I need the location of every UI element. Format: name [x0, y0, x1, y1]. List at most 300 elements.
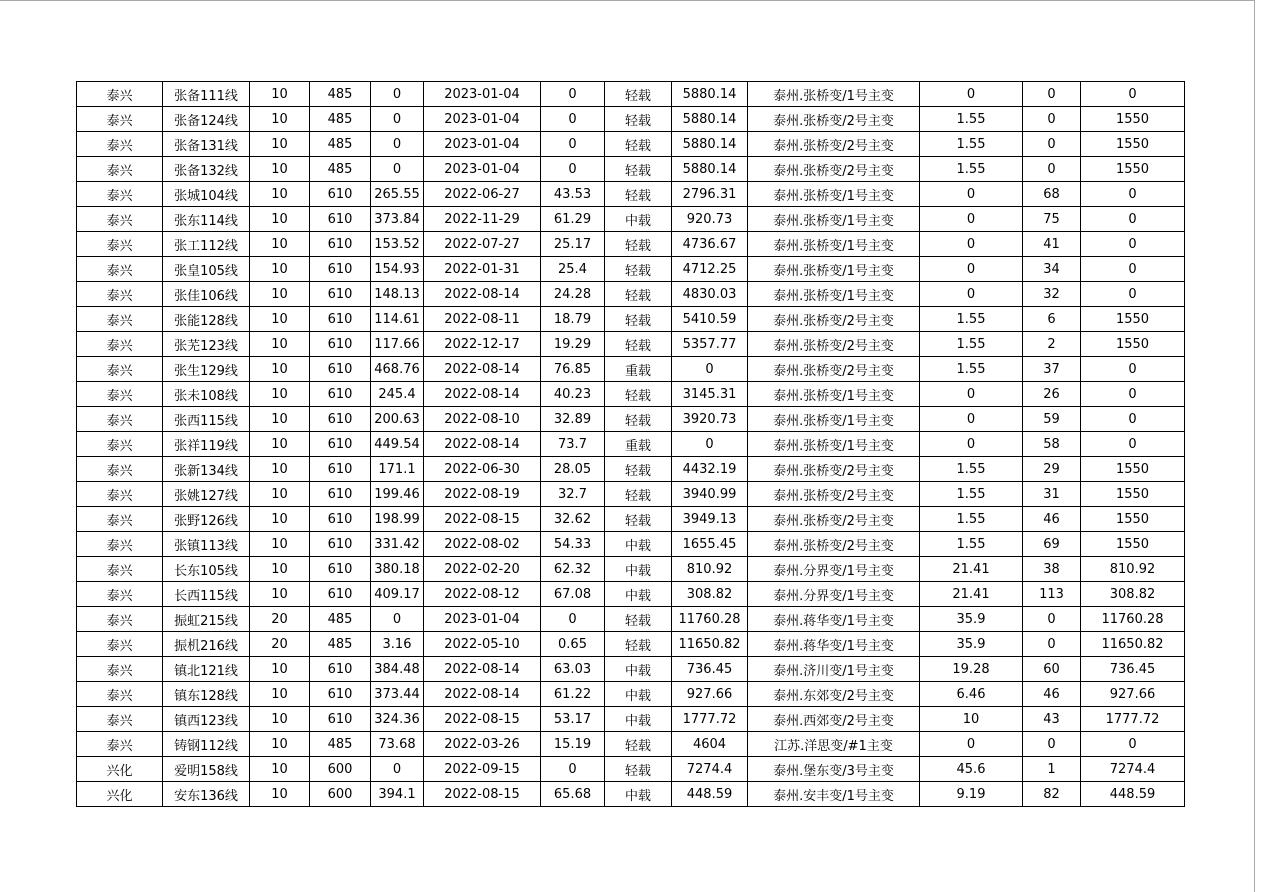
transformer-value-cell: 0 — [920, 82, 1023, 107]
load-rate-cell: 18.79 — [541, 307, 605, 332]
date-cell: 2023-01-04 — [424, 157, 541, 182]
final-value-cell: 1550 — [1081, 107, 1185, 132]
transformer-cell: 泰州.张桥变/1号主变 — [748, 232, 920, 257]
count-cell: 29 — [1023, 457, 1081, 482]
line-name-cell: 张未108线 — [163, 382, 250, 407]
load-rate-cell: 28.05 — [541, 457, 605, 482]
rated-current-cell: 610 — [310, 482, 371, 507]
city-cell: 泰兴 — [77, 482, 163, 507]
count-cell: 0 — [1023, 607, 1081, 632]
voltage-cell: 10 — [250, 707, 310, 732]
line-name-cell: 镇北121线 — [163, 657, 250, 682]
available-capacity-cell: 3145.31 — [672, 382, 748, 407]
final-value-cell: 0 — [1081, 407, 1185, 432]
load-rate-cell: 32.89 — [541, 407, 605, 432]
load-status-cell: 轻载 — [605, 132, 672, 157]
count-cell: 0 — [1023, 632, 1081, 657]
transformer-cell: 泰州.张桥变/1号主变 — [748, 207, 920, 232]
transformer-value-cell: 19.28 — [920, 657, 1023, 682]
city-cell: 泰兴 — [77, 432, 163, 457]
voltage-cell: 10 — [250, 107, 310, 132]
available-capacity-cell: 5880.14 — [672, 82, 748, 107]
load-status-cell: 轻载 — [605, 107, 672, 132]
line-name-cell: 张镇113线 — [163, 532, 250, 557]
voltage-cell: 10 — [250, 757, 310, 782]
available-capacity-cell: 3949.13 — [672, 507, 748, 532]
voltage-cell: 10 — [250, 732, 310, 757]
date-cell: 2022-08-14 — [424, 682, 541, 707]
city-cell: 泰兴 — [77, 157, 163, 182]
final-value-cell: 0 — [1081, 382, 1185, 407]
transformer-value-cell: 1.55 — [920, 332, 1023, 357]
available-capacity-cell: 11650.82 — [672, 632, 748, 657]
final-value-cell: 0 — [1081, 232, 1185, 257]
transformer-cell: 泰州.张桥变/2号主变 — [748, 482, 920, 507]
date-cell: 2022-08-14 — [424, 282, 541, 307]
date-cell: 2023-01-04 — [424, 107, 541, 132]
date-cell: 2022-08-14 — [424, 432, 541, 457]
load-status-cell: 轻载 — [605, 732, 672, 757]
voltage-cell: 10 — [250, 482, 310, 507]
count-cell: 0 — [1023, 157, 1081, 182]
date-cell: 2023-01-04 — [424, 607, 541, 632]
max-current-cell: 373.44 — [371, 682, 424, 707]
transformer-cell: 泰州.张桥变/1号主变 — [748, 182, 920, 207]
rated-current-cell: 485 — [310, 607, 371, 632]
city-cell: 泰兴 — [77, 182, 163, 207]
load-status-cell: 重载 — [605, 357, 672, 382]
voltage-cell: 10 — [250, 457, 310, 482]
voltage-cell: 10 — [250, 407, 310, 432]
transformer-cell: 泰州.张桥变/1号主变 — [748, 432, 920, 457]
table-row — [77, 457, 1185, 482]
max-current-cell: 73.68 — [371, 732, 424, 757]
final-value-cell: 1550 — [1081, 157, 1185, 182]
table-row — [77, 407, 1185, 432]
table-row — [77, 157, 1185, 182]
final-value-cell: 1550 — [1081, 332, 1185, 357]
line-name-cell: 张备132线 — [163, 157, 250, 182]
transformer-value-cell: 1.55 — [920, 482, 1023, 507]
transformer-value-cell: 0 — [920, 257, 1023, 282]
count-cell: 0 — [1023, 82, 1081, 107]
count-cell: 60 — [1023, 657, 1081, 682]
available-capacity-cell: 11760.28 — [672, 607, 748, 632]
transformer-cell: 泰州.张桥变/2号主变 — [748, 132, 920, 157]
table-row — [77, 182, 1185, 207]
table-row — [77, 707, 1185, 732]
count-cell: 0 — [1023, 107, 1081, 132]
date-cell: 2022-08-14 — [424, 382, 541, 407]
final-value-cell: 308.82 — [1081, 582, 1185, 607]
available-capacity-cell: 4432.19 — [672, 457, 748, 482]
transformer-cell: 泰州.安丰变/1号主变 — [748, 782, 920, 807]
available-capacity-cell: 1655.45 — [672, 532, 748, 557]
transformer-cell: 泰州.堡东变/3号主变 — [748, 757, 920, 782]
date-cell: 2022-08-02 — [424, 532, 541, 557]
load-status-cell: 中载 — [605, 707, 672, 732]
city-cell: 泰兴 — [77, 307, 163, 332]
rated-current-cell: 610 — [310, 307, 371, 332]
table-row — [77, 332, 1185, 357]
date-cell: 2022-12-17 — [424, 332, 541, 357]
available-capacity-cell: 4604 — [672, 732, 748, 757]
max-current-cell: 0 — [371, 82, 424, 107]
city-cell: 泰兴 — [77, 107, 163, 132]
final-value-cell: 0 — [1081, 732, 1185, 757]
max-current-cell: 468.76 — [371, 357, 424, 382]
count-cell: 38 — [1023, 557, 1081, 582]
rated-current-cell: 610 — [310, 207, 371, 232]
voltage-cell: 10 — [250, 182, 310, 207]
line-name-cell: 长西115线 — [163, 582, 250, 607]
count-cell: 46 — [1023, 682, 1081, 707]
transformer-value-cell: 6.46 — [920, 682, 1023, 707]
count-cell: 82 — [1023, 782, 1081, 807]
load-status-cell: 轻载 — [605, 632, 672, 657]
line-name-cell: 张能128线 — [163, 307, 250, 332]
load-rate-cell: 54.33 — [541, 532, 605, 557]
line-name-cell: 振虹215线 — [163, 607, 250, 632]
max-current-cell: 154.93 — [371, 257, 424, 282]
final-value-cell: 7274.4 — [1081, 757, 1185, 782]
load-status-cell: 重载 — [605, 432, 672, 457]
rated-current-cell: 610 — [310, 182, 371, 207]
city-cell: 泰兴 — [77, 332, 163, 357]
voltage-cell: 10 — [250, 157, 310, 182]
rated-current-cell: 610 — [310, 282, 371, 307]
city-cell: 泰兴 — [77, 707, 163, 732]
available-capacity-cell: 5880.14 — [672, 157, 748, 182]
final-value-cell: 1550 — [1081, 132, 1185, 157]
line-name-cell: 振机216线 — [163, 632, 250, 657]
rated-current-cell: 485 — [310, 107, 371, 132]
line-name-cell: 张西115线 — [163, 407, 250, 432]
max-current-cell: 148.13 — [371, 282, 424, 307]
max-current-cell: 449.54 — [371, 432, 424, 457]
available-capacity-cell: 3940.99 — [672, 482, 748, 507]
load-status-cell: 轻载 — [605, 407, 672, 432]
voltage-cell: 10 — [250, 207, 310, 232]
max-current-cell: 200.63 — [371, 407, 424, 432]
transformer-cell: 泰州.张桥变/2号主变 — [748, 507, 920, 532]
transformer-value-cell: 1.55 — [920, 132, 1023, 157]
max-current-cell: 114.61 — [371, 307, 424, 332]
rated-current-cell: 610 — [310, 407, 371, 432]
final-value-cell: 927.66 — [1081, 682, 1185, 707]
max-current-cell: 380.18 — [371, 557, 424, 582]
line-name-cell: 张佳106线 — [163, 282, 250, 307]
date-cell: 2023-01-04 — [424, 82, 541, 107]
load-rate-cell: 25.4 — [541, 257, 605, 282]
max-current-cell: 394.1 — [371, 782, 424, 807]
transformer-cell: 泰州.张桥变/2号主变 — [748, 532, 920, 557]
table-row — [77, 357, 1185, 382]
table-row — [77, 657, 1185, 682]
date-cell: 2022-02-20 — [424, 557, 541, 582]
final-value-cell: 0 — [1081, 207, 1185, 232]
line-name-cell: 张祥119线 — [163, 432, 250, 457]
rated-current-cell: 610 — [310, 432, 371, 457]
final-value-cell: 448.59 — [1081, 782, 1185, 807]
transformer-value-cell: 9.19 — [920, 782, 1023, 807]
max-current-cell: 409.17 — [371, 582, 424, 607]
max-current-cell: 3.16 — [371, 632, 424, 657]
rated-current-cell: 485 — [310, 132, 371, 157]
table-row — [77, 607, 1185, 632]
load-status-cell: 中载 — [605, 557, 672, 582]
city-cell: 泰兴 — [77, 632, 163, 657]
load-status-cell: 中载 — [605, 782, 672, 807]
load-rate-cell: 53.17 — [541, 707, 605, 732]
transformer-cell: 江苏.洋思变/#1主变 — [748, 732, 920, 757]
load-rate-cell: 73.7 — [541, 432, 605, 457]
line-name-cell: 镇西123线 — [163, 707, 250, 732]
voltage-cell: 20 — [250, 632, 310, 657]
city-cell: 泰兴 — [77, 657, 163, 682]
transformer-value-cell: 21.41 — [920, 557, 1023, 582]
final-value-cell: 0 — [1081, 82, 1185, 107]
city-cell: 泰兴 — [77, 82, 163, 107]
city-cell: 泰兴 — [77, 382, 163, 407]
count-cell: 34 — [1023, 257, 1081, 282]
line-name-cell: 安东136线 — [163, 782, 250, 807]
city-cell: 泰兴 — [77, 132, 163, 157]
table-row — [77, 682, 1185, 707]
count-cell: 0 — [1023, 132, 1081, 157]
max-current-cell: 0 — [371, 107, 424, 132]
table-row — [77, 282, 1185, 307]
table-row — [77, 557, 1185, 582]
line-name-cell: 张东114线 — [163, 207, 250, 232]
date-cell: 2022-09-15 — [424, 757, 541, 782]
rated-current-cell: 600 — [310, 782, 371, 807]
transformer-value-cell: 10 — [920, 707, 1023, 732]
load-status-cell: 中载 — [605, 207, 672, 232]
load-rate-cell: 25.17 — [541, 232, 605, 257]
line-name-cell: 张生129线 — [163, 357, 250, 382]
line-name-cell: 张备131线 — [163, 132, 250, 157]
load-rate-cell: 63.03 — [541, 657, 605, 682]
rated-current-cell: 610 — [310, 582, 371, 607]
transformer-cell: 泰州.东郊变/2号主变 — [748, 682, 920, 707]
date-cell: 2022-11-29 — [424, 207, 541, 232]
available-capacity-cell: 5357.77 — [672, 332, 748, 357]
load-status-cell: 轻载 — [605, 382, 672, 407]
transformer-value-cell: 0 — [920, 382, 1023, 407]
table-row — [77, 582, 1185, 607]
transformer-value-cell: 35.9 — [920, 607, 1023, 632]
final-value-cell: 1550 — [1081, 532, 1185, 557]
load-status-cell: 轻载 — [605, 607, 672, 632]
available-capacity-cell: 810.92 — [672, 557, 748, 582]
load-rate-cell: 61.29 — [541, 207, 605, 232]
transformer-value-cell: 45.6 — [920, 757, 1023, 782]
load-status-cell: 轻载 — [605, 757, 672, 782]
city-cell: 泰兴 — [77, 282, 163, 307]
max-current-cell: 0 — [371, 132, 424, 157]
date-cell: 2022-03-26 — [424, 732, 541, 757]
final-value-cell: 0 — [1081, 257, 1185, 282]
date-cell: 2022-05-10 — [424, 632, 541, 657]
line-name-cell: 张芜123线 — [163, 332, 250, 357]
rated-current-cell: 610 — [310, 657, 371, 682]
city-cell: 泰兴 — [77, 507, 163, 532]
table-row — [77, 482, 1185, 507]
transformer-cell: 泰州.张桥变/1号主变 — [748, 382, 920, 407]
table-row — [77, 132, 1185, 157]
table-row — [77, 632, 1185, 657]
transformer-cell: 泰州.张桥变/2号主变 — [748, 457, 920, 482]
transformer-value-cell: 21.41 — [920, 582, 1023, 607]
load-rate-cell: 43.53 — [541, 182, 605, 207]
count-cell: 2 — [1023, 332, 1081, 357]
transformer-cell: 泰州.张桥变/1号主变 — [748, 407, 920, 432]
rated-current-cell: 610 — [310, 557, 371, 582]
voltage-cell: 10 — [250, 332, 310, 357]
load-rate-cell: 62.32 — [541, 557, 605, 582]
max-current-cell: 199.46 — [371, 482, 424, 507]
load-rate-cell: 19.29 — [541, 332, 605, 357]
rated-current-cell: 600 — [310, 757, 371, 782]
voltage-cell: 10 — [250, 557, 310, 582]
transformer-value-cell: 0 — [920, 732, 1023, 757]
max-current-cell: 265.55 — [371, 182, 424, 207]
load-status-cell: 轻载 — [605, 307, 672, 332]
date-cell: 2022-08-15 — [424, 507, 541, 532]
table-row — [77, 507, 1185, 532]
transformer-cell: 泰州.张桥变/1号主变 — [748, 282, 920, 307]
load-rate-cell: 61.22 — [541, 682, 605, 707]
count-cell: 59 — [1023, 407, 1081, 432]
line-name-cell: 张新134线 — [163, 457, 250, 482]
date-cell: 2022-07-27 — [424, 232, 541, 257]
voltage-cell: 10 — [250, 282, 310, 307]
final-value-cell: 1550 — [1081, 482, 1185, 507]
transformer-cell: 泰州.张桥变/2号主变 — [748, 332, 920, 357]
line-name-cell: 张皇105线 — [163, 257, 250, 282]
max-current-cell: 117.66 — [371, 332, 424, 357]
count-cell: 0 — [1023, 732, 1081, 757]
voltage-cell: 10 — [250, 82, 310, 107]
voltage-cell: 10 — [250, 507, 310, 532]
load-rate-cell: 76.85 — [541, 357, 605, 382]
count-cell: 6 — [1023, 307, 1081, 332]
max-current-cell: 171.1 — [371, 457, 424, 482]
load-rate-cell: 32.7 — [541, 482, 605, 507]
voltage-cell: 10 — [250, 382, 310, 407]
city-cell: 泰兴 — [77, 557, 163, 582]
transformer-cell: 泰州.张桥变/2号主变 — [748, 107, 920, 132]
available-capacity-cell: 4830.03 — [672, 282, 748, 307]
count-cell: 31 — [1023, 482, 1081, 507]
voltage-cell: 10 — [250, 132, 310, 157]
date-cell: 2022-08-14 — [424, 657, 541, 682]
city-cell: 泰兴 — [77, 607, 163, 632]
available-capacity-cell: 927.66 — [672, 682, 748, 707]
transformer-cell: 泰州.张桥变/1号主变 — [748, 257, 920, 282]
max-current-cell: 153.52 — [371, 232, 424, 257]
table-row — [77, 207, 1185, 232]
transformer-cell: 泰州.张桥变/2号主变 — [748, 157, 920, 182]
transformer-value-cell: 35.9 — [920, 632, 1023, 657]
load-rate-cell: 24.28 — [541, 282, 605, 307]
load-rate-cell: 40.23 — [541, 382, 605, 407]
final-value-cell: 1550 — [1081, 457, 1185, 482]
load-rate-cell: 15.19 — [541, 732, 605, 757]
count-cell: 113 — [1023, 582, 1081, 607]
max-current-cell: 384.48 — [371, 657, 424, 682]
load-status-cell: 中载 — [605, 532, 672, 557]
count-cell: 37 — [1023, 357, 1081, 382]
table-row — [77, 732, 1185, 757]
rated-current-cell: 610 — [310, 357, 371, 382]
load-status-cell: 轻载 — [605, 82, 672, 107]
transformer-value-cell: 1.55 — [920, 532, 1023, 557]
voltage-cell: 10 — [250, 357, 310, 382]
voltage-cell: 10 — [250, 582, 310, 607]
city-cell: 泰兴 — [77, 457, 163, 482]
available-capacity-cell: 448.59 — [672, 782, 748, 807]
city-cell: 泰兴 — [77, 407, 163, 432]
load-status-cell: 轻载 — [605, 482, 672, 507]
final-value-cell: 736.45 — [1081, 657, 1185, 682]
date-cell: 2023-01-04 — [424, 132, 541, 157]
rated-current-cell: 485 — [310, 732, 371, 757]
date-cell: 2022-08-15 — [424, 782, 541, 807]
voltage-cell: 10 — [250, 657, 310, 682]
city-cell: 泰兴 — [77, 582, 163, 607]
date-cell: 2022-01-31 — [424, 257, 541, 282]
final-value-cell: 0 — [1081, 182, 1185, 207]
available-capacity-cell: 4736.67 — [672, 232, 748, 257]
line-name-cell: 张备124线 — [163, 107, 250, 132]
transformer-value-cell: 1.55 — [920, 357, 1023, 382]
load-status-cell: 中载 — [605, 682, 672, 707]
voltage-cell: 10 — [250, 307, 310, 332]
transformer-value-cell: 1.55 — [920, 307, 1023, 332]
load-rate-cell: 0 — [541, 82, 605, 107]
load-status-cell: 轻载 — [605, 282, 672, 307]
available-capacity-cell: 0 — [672, 432, 748, 457]
date-cell: 2022-08-11 — [424, 307, 541, 332]
date-cell: 2022-08-15 — [424, 707, 541, 732]
load-status-cell: 轻载 — [605, 457, 672, 482]
transformer-cell: 泰州.分界变/1号主变 — [748, 557, 920, 582]
final-value-cell: 0 — [1081, 432, 1185, 457]
city-cell: 泰兴 — [77, 232, 163, 257]
load-rate-cell: 65.68 — [541, 782, 605, 807]
max-current-cell: 245.4 — [371, 382, 424, 407]
line-name-cell: 张姚127线 — [163, 482, 250, 507]
line-name-cell: 张城104线 — [163, 182, 250, 207]
line-name-cell: 张工112线 — [163, 232, 250, 257]
available-capacity-cell: 2796.31 — [672, 182, 748, 207]
city-cell: 泰兴 — [77, 732, 163, 757]
available-capacity-cell: 1777.72 — [672, 707, 748, 732]
final-value-cell: 0 — [1081, 357, 1185, 382]
count-cell: 69 — [1023, 532, 1081, 557]
max-current-cell: 373.84 — [371, 207, 424, 232]
city-cell: 泰兴 — [77, 257, 163, 282]
transformer-cell: 泰州.张桥变/1号主变 — [748, 82, 920, 107]
table-body — [77, 82, 1185, 807]
count-cell: 58 — [1023, 432, 1081, 457]
table-row — [77, 82, 1185, 107]
table-row — [77, 382, 1185, 407]
voltage-cell: 20 — [250, 607, 310, 632]
rated-current-cell: 610 — [310, 382, 371, 407]
